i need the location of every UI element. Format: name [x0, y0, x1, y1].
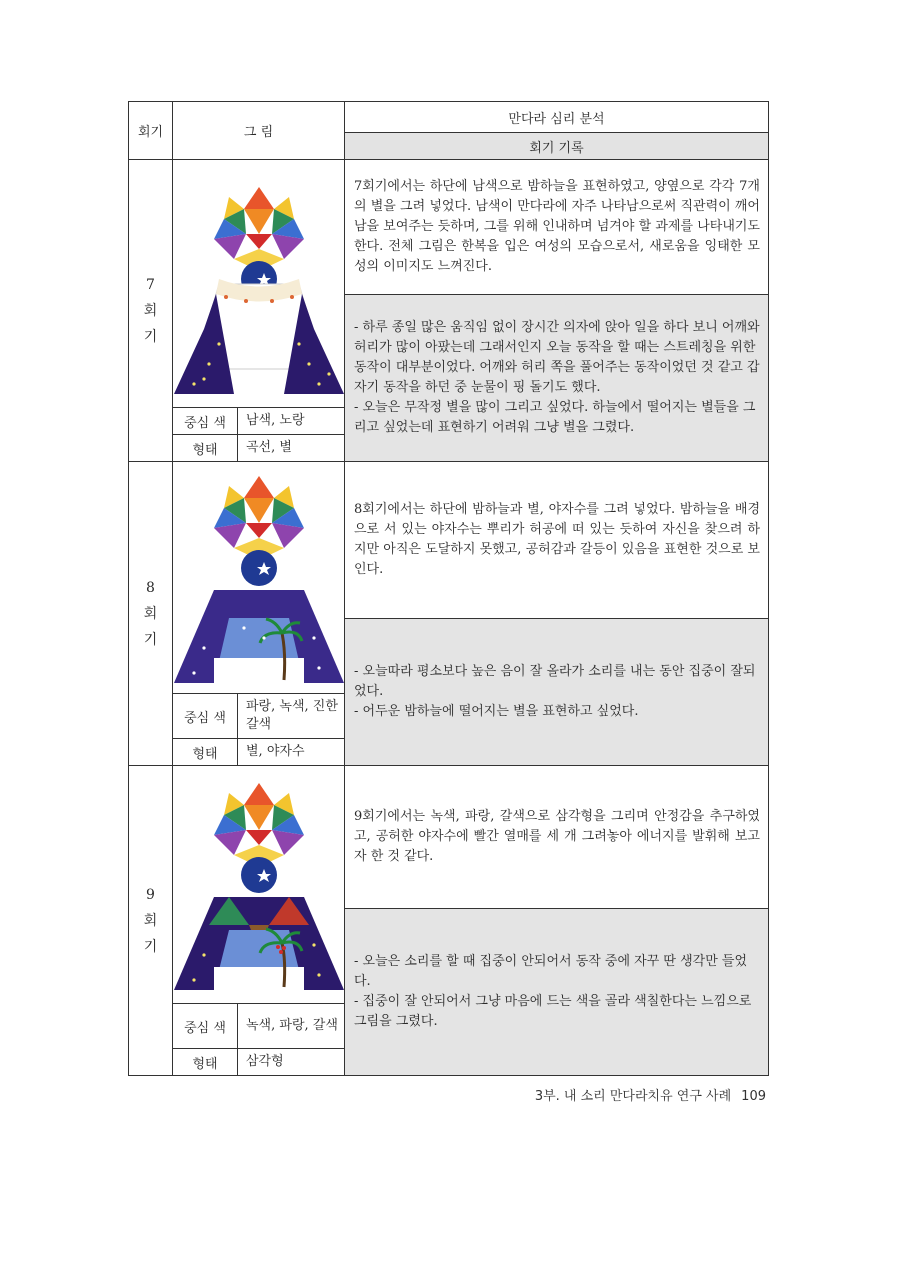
- analysis-8: 8회기에서는 하단에 밤하늘과 별, 야자수를 그려 넣었다. 밤하늘을 배경으로 서 있는 야자수는 뿌리가 허공에 떠 있는 듯하여 자신을 찾으려 하지만 아직은 도달하지 못했고, 공허감과 갈등이 있음을 표현한 것으로 보인다.: [345, 462, 769, 619]
- record-9: - 오늘은 소리를 할 때 집중이 안되어서 동작 중에 자꾸 딴 생각만 들었다. - 집중이 잘 안되어서 그냥 마음에 드는 색을 골라 색칠한다는 느낌으로 그림을 그렸다.: [345, 909, 769, 1076]
- record-7: - 하루 종일 많은 움직임 없이 장시간 의자에 앉아 일을 하다 보니 어깨와 허리가 많이 아팠는데 그래서인지 오늘 동작을 할 때는 스트레칭을 위한 동작이 대부분이었다. 어깨와 허리 쪽을 풀어주는 동작이었던 것 같고 갑자기 동작을 하던 중 눈물이 핑 돌기도 했다. - 오늘은 무작정 별을 많이 그리고 싶었다. 하늘에서 떨어지는 별들을 그리고 싶었는데 표현하기 어려워 그냥 별을 그렸다.: [345, 295, 769, 462]
- form-label: 형태: [173, 1049, 238, 1076]
- mandala-7-drawing: [174, 169, 344, 399]
- session-8-label: 8 회 기: [129, 462, 173, 766]
- page-footer: [525, 1085, 766, 1104]
- center-color-label: 중심 색: [173, 1004, 238, 1049]
- center-color-value-9: 녹색, 파랑, 갈색: [238, 1004, 345, 1049]
- form-value-9: 삼각형: [238, 1049, 345, 1076]
- mandala-9-drawing: [174, 775, 344, 995]
- header-session: 회기: [129, 102, 173, 160]
- mandala-image-8: [173, 462, 345, 694]
- mandala-8-drawing: [174, 468, 344, 688]
- record-8: - 오늘따라 평소보다 높은 음이 잘 올라가 소리를 내는 동안 집중이 잘되었다. - 어두운 밤하늘에 떨어지는 별을 표현하고 싶었다.: [345, 619, 769, 766]
- analysis-7: 7회기에서는 하단에 남색으로 밤하늘을 표현하였고, 양옆으로 각각 7개의 별을 그려 넣었다. 남색이 만다라에 자주 나타남으로써 직관력이 깨어남을 보여주는 듯하며, 그를 위해 인내하며 넘겨야 할 과제를 나타내기도 한다. 전체 그림은 한복을 입은 여성의 모습으로서, 새로움을 잉태한 모성의 이미지도 느껴진다.: [345, 160, 769, 295]
- mandala-image-7: [173, 160, 345, 408]
- session-9-label: 9 회 기: [129, 766, 173, 1076]
- mandala-image-9: [173, 766, 345, 1004]
- header-picture: 그 림: [173, 102, 345, 160]
- page-number: 109: [741, 1089, 766, 1104]
- form-label: 형태: [173, 739, 238, 766]
- header-analysis: 만다라 심리 분석: [345, 102, 769, 133]
- analysis-9: 9회기에서는 녹색, 파랑, 갈색으로 삼각형을 그리며 안정감을 추구하였고, 공허한 야자수에 빨간 열매를 세 개 그려놓아 에너지를 발휘해 보고자 한 것 같다.: [345, 766, 769, 909]
- center-color-label: 중심 색: [173, 694, 238, 739]
- form-label: 형태: [173, 435, 238, 462]
- form-value-7: 곡선, 별: [238, 435, 345, 462]
- mandala-record-table: [128, 101, 769, 1076]
- center-color-label: 중심 색: [173, 408, 238, 435]
- form-value-8: 별, 야자수: [238, 739, 345, 766]
- center-color-value-8: 파랑, 녹색, 진한 갈색: [238, 694, 345, 739]
- header-record: 회기 기록: [345, 133, 769, 160]
- footer-text: 3부. 내 소리 만다라치유 연구 사례: [534, 1089, 732, 1104]
- session-7-label: 7 회 기: [129, 160, 173, 462]
- center-color-value-7: 남색, 노랑: [238, 408, 345, 435]
